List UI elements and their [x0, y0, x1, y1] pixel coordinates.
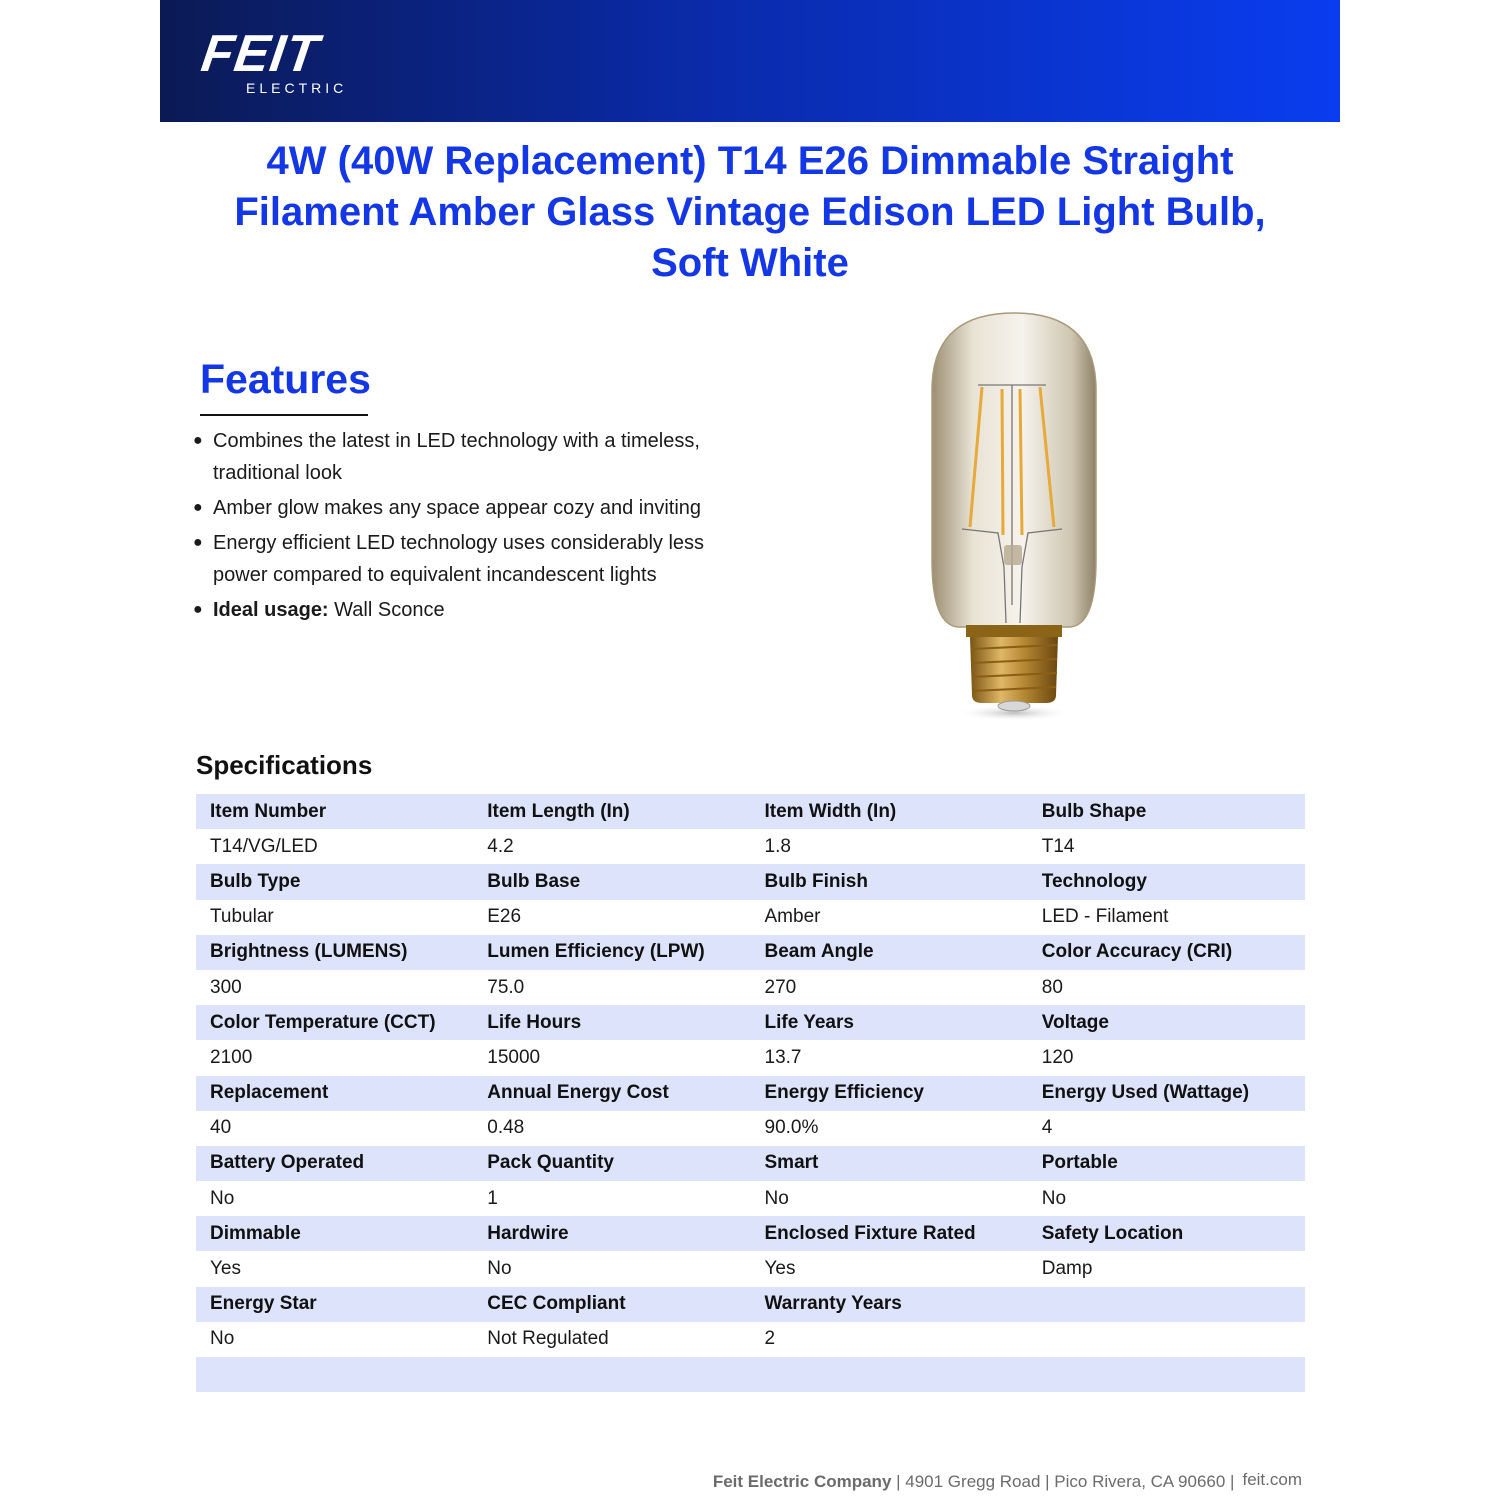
spec-value: LED - Filament: [1028, 900, 1305, 935]
spec-value: 75.0: [473, 970, 750, 1005]
spec-value-row: [196, 970, 1305, 1005]
spec-header-row: [196, 1076, 1305, 1111]
spec-label: Bulb Type: [196, 864, 473, 899]
spec-value: 270: [751, 970, 1028, 1005]
spec-label: Hardwire: [473, 1216, 750, 1251]
spec-label: Replacement: [196, 1076, 473, 1111]
base-collar: [966, 625, 1062, 637]
spec-label: Bulb Base: [473, 864, 750, 899]
spec-label: [1028, 1287, 1305, 1322]
feature-item: ● Amber glow makes any space appear cozy and inviting: [190, 492, 710, 524]
spec-empty-cell: [196, 1357, 1305, 1392]
spec-label: Lumen Efficiency (LPW): [473, 935, 750, 970]
spec-header-row: [196, 1216, 1305, 1251]
logo-wordmark: FEIT: [197, 25, 323, 83]
bullet-icon: ●: [193, 534, 203, 551]
spec-value: Tubular: [196, 900, 473, 935]
bulb-stem: [1004, 545, 1022, 565]
spec-header-row: [196, 794, 1305, 829]
spec-label: Bulb Finish: [751, 864, 1028, 899]
spec-value: 2100: [196, 1040, 473, 1075]
spec-value-row: [196, 829, 1305, 864]
footer-address: | 4901 Gregg Road | Pico Rivera, CA 90660 |: [891, 1472, 1235, 1491]
spec-value-row: [196, 900, 1305, 935]
spec-value: T14: [1028, 829, 1305, 864]
spec-header-row: [196, 935, 1305, 970]
footer-company: Feit Electric Company: [712, 1472, 892, 1491]
spec-label: Item Length (In): [473, 794, 750, 829]
spec-label: Energy Used (Wattage): [1028, 1076, 1305, 1111]
features-underline: [200, 414, 368, 416]
spec-label: Color Accuracy (CRI): [1028, 935, 1305, 970]
spec-header-row: [196, 1005, 1305, 1040]
spec-value: E26: [473, 900, 750, 935]
bullet-icon: ●: [193, 432, 203, 449]
feature-item: ● Combines the latest in LED technology with a timeless, traditional look: [190, 425, 710, 489]
spec-value: No: [196, 1322, 473, 1357]
spec-value: Amber: [751, 900, 1028, 935]
spec-value: No: [473, 1251, 750, 1286]
spec-value: Yes: [196, 1251, 473, 1286]
spec-label: Life Years: [751, 1005, 1028, 1040]
spec-label: Portable: [1028, 1146, 1305, 1181]
feature-item: ● Ideal usage: Wall Sconce: [190, 594, 710, 626]
spec-value: 0.48: [473, 1111, 750, 1146]
spec-label: Enclosed Fixture Rated: [751, 1216, 1028, 1251]
brand-header: [160, 0, 1340, 122]
spec-value-row: [196, 1322, 1305, 1357]
spec-label: Warranty Years: [751, 1287, 1028, 1322]
spec-value: 40: [196, 1111, 473, 1146]
feature-item: ● Energy efficient LED technology uses considerably less power compared to equivalent incandescent lights: [190, 527, 710, 591]
spec-label: Bulb Shape: [1028, 794, 1305, 829]
page-footer: [0, 1472, 1302, 1492]
spec-label: Color Temperature (CCT): [196, 1005, 473, 1040]
spec-value: Damp: [1028, 1251, 1305, 1286]
light-bulb-image: [900, 305, 1130, 730]
spec-value: 4.2: [473, 829, 750, 864]
spec-value: No: [1028, 1181, 1305, 1216]
base-contact: [998, 701, 1030, 711]
spec-value: 90.0%: [751, 1111, 1028, 1146]
spec-value-row: [196, 1111, 1305, 1146]
specifications-table: [196, 794, 1305, 1392]
spec-label: Pack Quantity: [473, 1146, 750, 1181]
spec-value: 4: [1028, 1111, 1305, 1146]
spec-header-row: [196, 1146, 1305, 1181]
item-number-link[interactable]: T14/VG/LED: [196, 829, 473, 864]
feit-logo: [197, 25, 348, 96]
spec-value: 120: [1028, 1040, 1305, 1075]
spec-header-row: [196, 864, 1305, 899]
spec-value: No: [196, 1181, 473, 1216]
spec-value: 1.8: [751, 829, 1028, 864]
product-title: 4W (40W Replacement) T14 E26 Dimmable Straight Filament Amber Glass Vintage Edison LED Light Bulb, Soft White: [234, 139, 1266, 285]
spec-label: Item Number: [196, 794, 473, 829]
spec-value: No: [751, 1181, 1028, 1216]
spec-value: 1: [473, 1181, 750, 1216]
spec-label: Battery Operated: [196, 1146, 473, 1181]
bulb-glass: [932, 313, 1096, 627]
spec-label: CEC Compliant: [473, 1287, 750, 1322]
spec-header-row: [196, 1287, 1305, 1322]
bullet-icon: ●: [193, 601, 203, 618]
spec-value: 15000: [473, 1040, 750, 1075]
spec-value: 13.7: [751, 1040, 1028, 1075]
spec-value: Not Regulated: [473, 1322, 750, 1357]
spec-value: Yes: [751, 1251, 1028, 1286]
footer-website-link[interactable]: feit.com: [1242, 1470, 1302, 1489]
spec-label: Beam Angle: [751, 935, 1028, 970]
spec-value-row: [196, 1181, 1305, 1216]
spec-label: Brightness (LUMENS): [196, 935, 473, 970]
spec-label: Safety Location: [1028, 1216, 1305, 1251]
spec-label: Item Width (In): [751, 794, 1028, 829]
spec-label: Technology: [1028, 864, 1305, 899]
spec-label: Voltage: [1028, 1005, 1305, 1040]
features-list: [190, 425, 710, 629]
features-heading: Features: [200, 356, 371, 402]
spec-label: Energy Star: [196, 1287, 473, 1322]
spec-value: 2: [751, 1322, 1028, 1357]
spec-value: 300: [196, 970, 473, 1005]
spec-label: Life Hours: [473, 1005, 750, 1040]
spec-value-row: [196, 1040, 1305, 1075]
spec-value: 80: [1028, 970, 1305, 1005]
spec-label: Annual Energy Cost: [473, 1076, 750, 1111]
feature-label: Ideal usage:: [213, 599, 329, 621]
spec-label: Dimmable: [196, 1216, 473, 1251]
spec-label: Smart: [751, 1146, 1028, 1181]
logo-subtext: ELECTRIC: [246, 80, 348, 96]
spec-empty-row: [196, 1357, 1305, 1392]
specifications-heading: Specifications: [196, 750, 373, 780]
bullet-icon: ●: [193, 499, 203, 516]
spec-value: [1028, 1322, 1305, 1357]
spec-value-row: [196, 1251, 1305, 1286]
spec-label: Energy Efficiency: [751, 1076, 1028, 1111]
